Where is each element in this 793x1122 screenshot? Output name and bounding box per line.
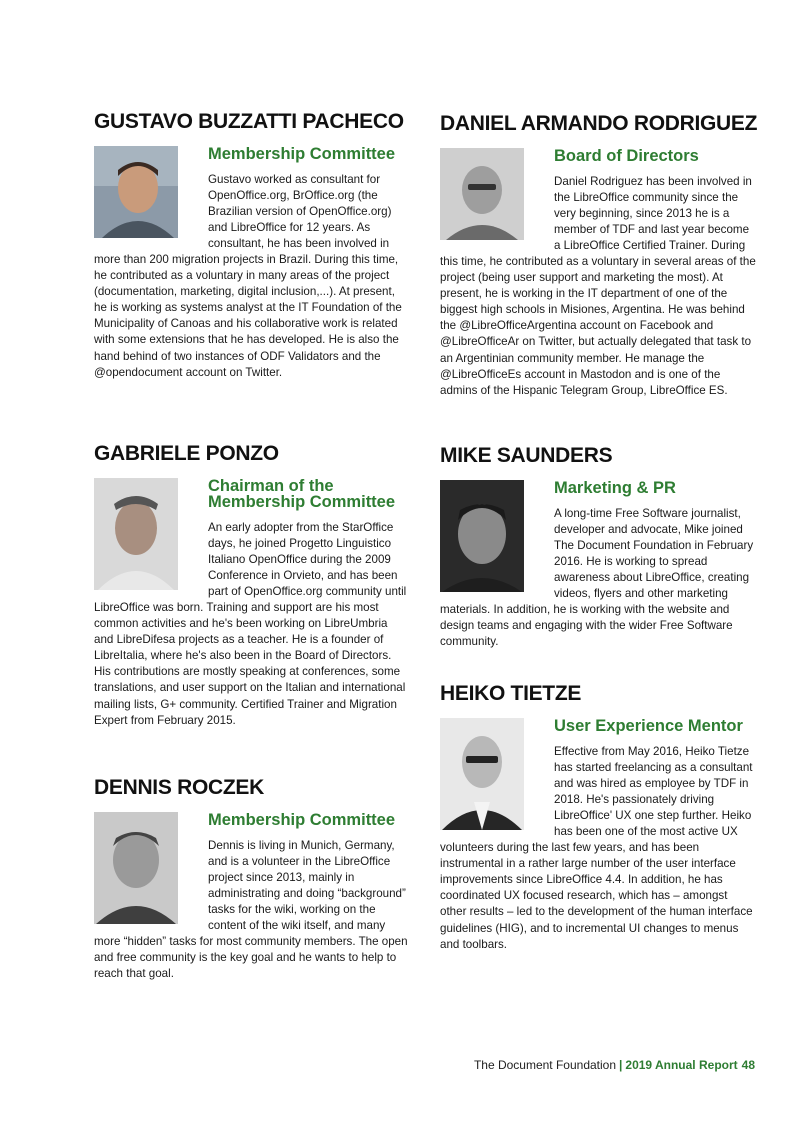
person-name: GUSTAVO BUZZATTI PACHECO [94, 110, 404, 133]
profile-mike-saunders [440, 444, 756, 650]
portrait-photo [94, 146, 178, 238]
person-role: User Experience Mentor [554, 717, 743, 735]
portrait-photo [94, 812, 178, 924]
person-name: DANIEL ARMANDO RODRIGUEZ [440, 112, 758, 135]
person-role: Membership Committee [208, 811, 396, 829]
profile-daniel-armando-rodriguez [440, 112, 756, 399]
person-name: MIKE SAUNDERS [440, 444, 613, 467]
person-role: Board of Directors [554, 147, 699, 165]
portrait-photo [440, 148, 524, 240]
portrait-photo [440, 480, 524, 592]
person-bio: Gustavo worked as consultant for OpenOffice.org, BrOffice.org (the Brazilian version of OpenOffice.org) and LibreOffice for 12 years. As consultant, he has been involved in more than 200 migration projects in Brazil. During this time, he contributed as a voluntary in many areas of the project (documentation, marketing, digital inclusion,...). At present, he is working as systems analyst at the IT Foundation of the Municipality of Canoas and his collaborative work is related with some extensions that he has developed. He is also the hand behind of two instances of ODF Validators and the @opendocument account on Twitter. [94, 173, 402, 379]
person-role: Marketing & PR [554, 479, 676, 497]
portrait-photo [440, 718, 524, 830]
person-bio: Dennis is living in Munich, Germany, and is a volunteer in the LibreOffice project since 2013, mainly in administrating and doing “background” tasks for the wiki, working on the content of the wiki itself, and many more “hidden” tasks for most community members. The open and free community is the key goal and he wants to help to reach that goal. [94, 839, 408, 981]
person-bio: Effective from May 2016, Heiko Tietze has started freelancing as a consultant and was hired as employee by TDF in 2018. He's passionately driving LibreOffice' UX one step further. Heiko has been one of the most active UX volunteers during the last few years, and has been instrumental in a rather large number of the user interface improvements since LibreOffice 4.4. In addition, he has coordinated UX focused research, which has – amongst other results – led to the development of the human interface guidelines (HIG), and to incremental UI changes to menus and toolbars. [440, 745, 753, 951]
footer-separator: | [619, 1058, 623, 1072]
footer-organization: The Document Foundation [473, 1058, 617, 1072]
person-name: GABRIELE PONZO [94, 442, 279, 465]
portrait-photo [94, 478, 178, 590]
person-name: HEIKO TIETZE [440, 682, 582, 705]
person-bio: A long-time Free Software journalist, developer and advocate, Mike joined The Document Foundation in February 2016. He is working to spread awareness about LibreOffice, creating videos, flyers and other marketing materials. In addition, he is working with the website and design teams and engaging with the wider Free Software community. [440, 507, 754, 649]
person-bio: An early adopter from the StarOffice days, he joined Progetto Linguistico Italiano OpenOffice during the 2009 Conference in Orvieto, and has been part of OpenOffice.org community until LibreOffice was born. Training and support are his most common activities and he's been working on LibreUmbria and LibreDifesa projects as a teacher. He is a founder of LibreItalia, where he's also been in the Board of Directors. His contributions are mostly speaking at conferences, some translations, and user support on the Italian and international mailing lists, G+ community. Certified Trainer and Migration Expert from February 2015. [94, 521, 407, 727]
person-bio: Daniel Rodriguez has been involved in the LibreOffice community since the very beginning, since 2013 he is a member of TDF and last year become a LibreOffice Certified Trainer. During this time, he contributed as a voluntary in several areas of the project (being user support and marketing the most). At present, he is working in the IT department of one of the biggest high schools in Misiones, Argentina. He was behind the @LibreOfficeArgentina account on Facebook and @LibreOfficeAr on Twitter, but actually delegated that task to an Argentinian community member. He manage the @LibreOfficeEs account in Mastodon and is one of the admins of the Hispanic Telegram Group, LibreOffice ES. [440, 175, 756, 397]
profile-dennis-roczek [94, 776, 410, 982]
person-role: Chairman of the Membership Committee [208, 477, 396, 511]
page-footer [474, 1058, 755, 1072]
profile-gustavo-buzzatti-pacheco [94, 110, 410, 381]
page-number: 48 [741, 1058, 755, 1072]
person-name: DENNIS ROCZEK [94, 776, 264, 799]
profile-gabriele-ponzo [94, 442, 410, 729]
person-role: Membership Committee [208, 145, 396, 163]
footer-report-title: 2019 Annual Report [625, 1058, 738, 1072]
profile-heiko-tietze [440, 682, 756, 953]
